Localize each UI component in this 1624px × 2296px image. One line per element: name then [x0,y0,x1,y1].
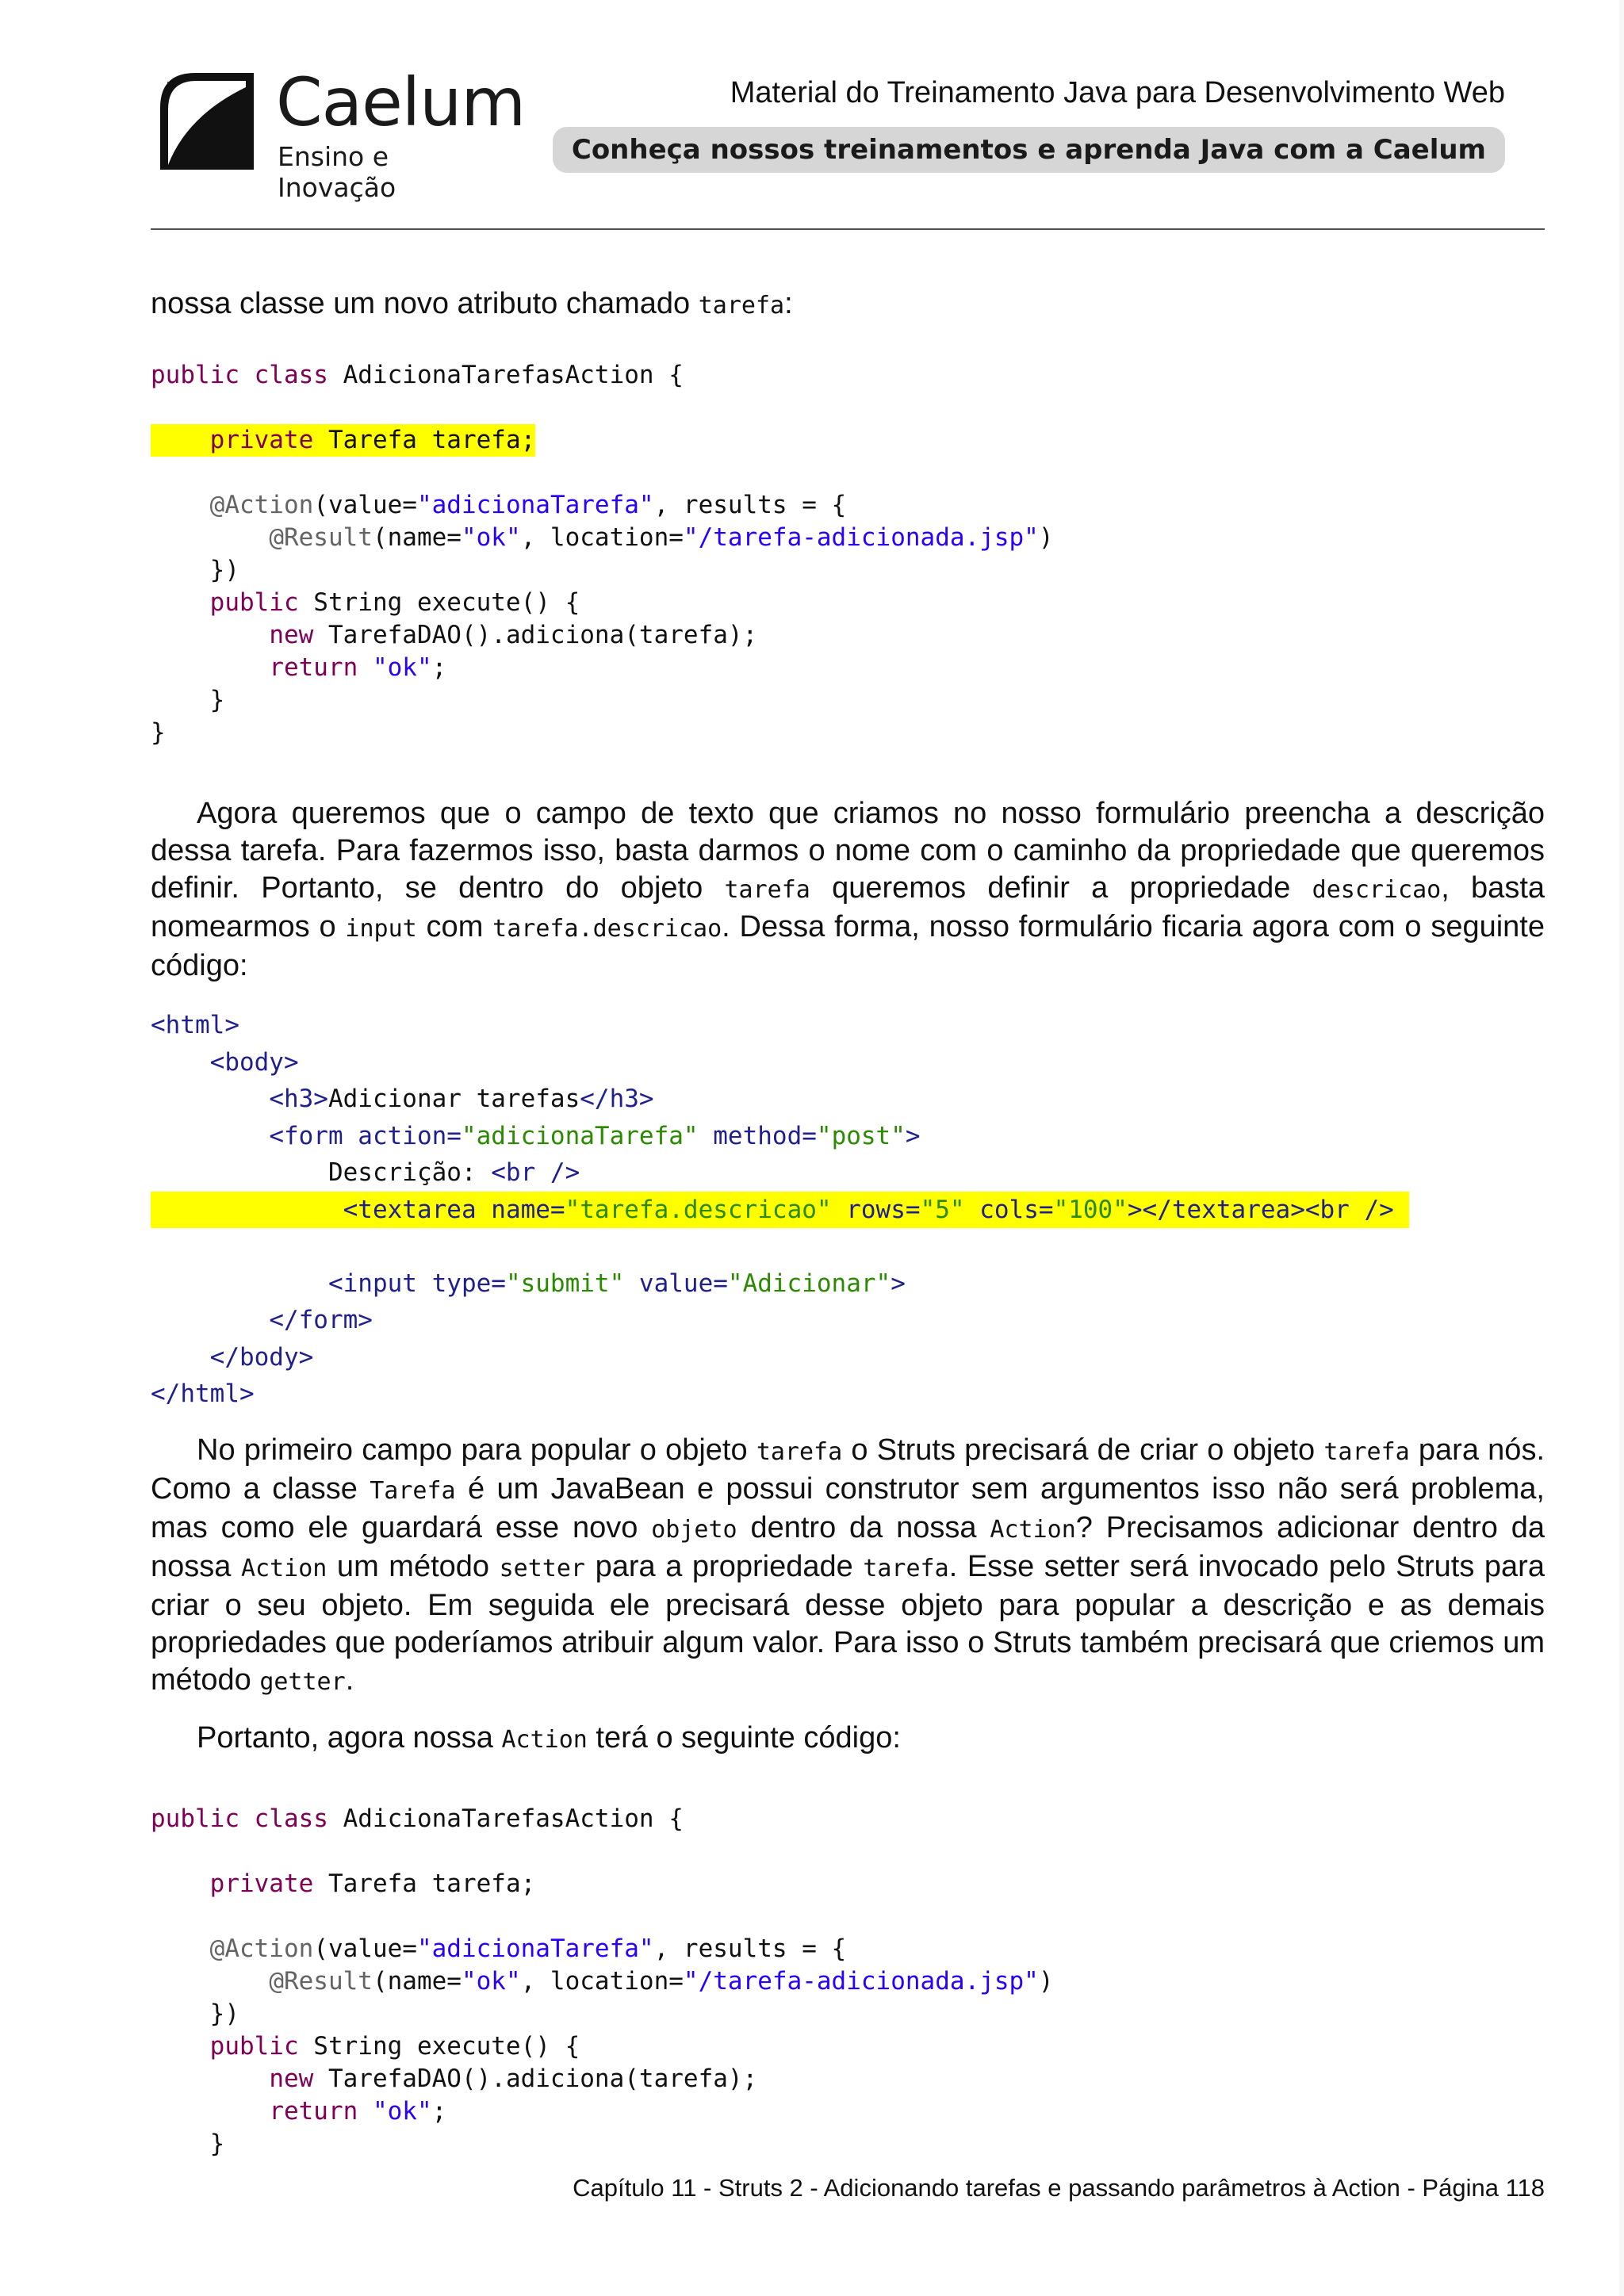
code-line: public class AdicionaTarefasAction { [151,1804,684,1833]
code-line: public String execute() { [209,588,580,617]
header-divider [151,228,1545,230]
code-line: new TarefaDAO().adiciona(tarefa); [269,621,758,649]
page-header [0,0,1624,238]
code-line: } [151,686,225,714]
page-footer: Capítulo 11 - Struts 2 - Adicionando tarefas e passando parâmetros à Action - Página 118 [573,2174,1545,2202]
logo-tagline: Ensino e Inovação [278,141,396,203]
code-line: @Action(value="adicionaTarefa", results = { [209,1934,847,1963]
code-line: return "ok"; [269,2096,447,2126]
code-block-form [151,1007,1545,1413]
code-line: } [151,2129,225,2158]
header-promo-pill[interactable]: Conheça nossos treinamentos e aprenda Java com a Caelum [553,127,1505,173]
page-edge [1619,0,1624,2296]
code-line: </body> [209,1342,314,1372]
page-content [151,285,1545,2160]
code-line: <form action="adicionaTarefa" method="post"> [269,1121,921,1150]
code-line [151,1228,1545,1265]
code-line: public class AdicionaTarefasAction { [151,361,684,389]
code-line: Descrição: <br /> [151,1158,580,1187]
code-line-highlighted: <textarea name="tarefa.descricao" rows="5" cols="100"></textarea><br /> [151,1192,1545,1229]
header-title: Material do Treinamento Java para Desenvolvimento Web [730,76,1505,109]
code-line: new TarefaDAO().adiciona(tarefa); [269,2064,758,2093]
code-line: <body> [209,1047,299,1077]
paragraph-form-field: Agora queremos que o campo de texto que criamos no nosso formulário preencha a descrição dessa tarefa. Para fazermos isso, basta darmos o nome com o caminho da propriedade que queremos definir. Portanto, se dentro do objeto tarefa queremos definir a propriedade descricao, basta nomearmos o input com tarefa.descricao. Dessa forma, nosso formulário ficaria agora com o seguinte código: [151,797,1545,982]
code-line: @Action(value="adicionaTarefa", results = { [209,491,847,519]
caelum-logo [155,63,526,203]
logo-brand-text: Caelum [276,63,526,141]
inline-code: tarefa [698,292,785,320]
caelum-logo-mark-icon [155,68,259,173]
code-line: </form> [269,1306,373,1334]
code-line [151,457,1545,489]
code-line [151,392,1545,424]
code-line: }) [151,556,239,584]
code-line: private Tarefa tarefa; [209,1869,536,1898]
code-line [151,1835,1545,1868]
intro-paragraph [151,285,1545,324]
code-line: } [151,718,166,747]
code-line: @Result(name="ok", location="/tarefa-adicionada.jsp") [269,1966,1054,1996]
intro-text: nossa classe um novo atributo chamado [151,287,699,320]
paragraph-portanto: Portanto, agora nossa Action terá o seguinte código: [197,1720,901,1755]
code-line [151,1900,1545,1933]
code-block-action-2 [151,1803,1545,2160]
code-line: return "ok"; [269,653,447,682]
intro-end: : [784,287,793,320]
code-line: }) [151,1999,239,2028]
code-line-highlighted: private Tarefa tarefa; [151,424,1545,457]
code-line: <h3>Adicionar tarefas</h3> [269,1085,654,1113]
code-line: <input type="submit" value="Adicionar"> [327,1269,906,1298]
code-block-action-1 [151,359,1545,749]
code-line: </html> [151,1380,255,1408]
code-line: <html> [151,1011,239,1039]
code-line: @Result(name="ok", location="/tarefa-adicionada.jsp") [269,523,1054,552]
code-line: public String execute() { [209,2031,580,2061]
svg-text:*: * [167,77,177,101]
paragraph-struts-object: No primeiro campo para popular o objeto tarefa o Struts precisará de criar o objeto tarefa para nós. Como a classe Tarefa é um JavaBean e possui construtor sem argumentos isso não será problema, mas como ele guardará esse novo objeto dentro da nossa Action? Precisamos adicionar dentro da nossa Action um método setter para a propriedade tarefa. Esse setter será invocado pelo Struts para criar o seu objeto. Em seguida ele precisará desse objeto para popular a descrição e as demais propriedades que poderíamos atribuir algum valor. Para isso o Struts também precisará que criemos um método getter. [151,1433,1545,1697]
